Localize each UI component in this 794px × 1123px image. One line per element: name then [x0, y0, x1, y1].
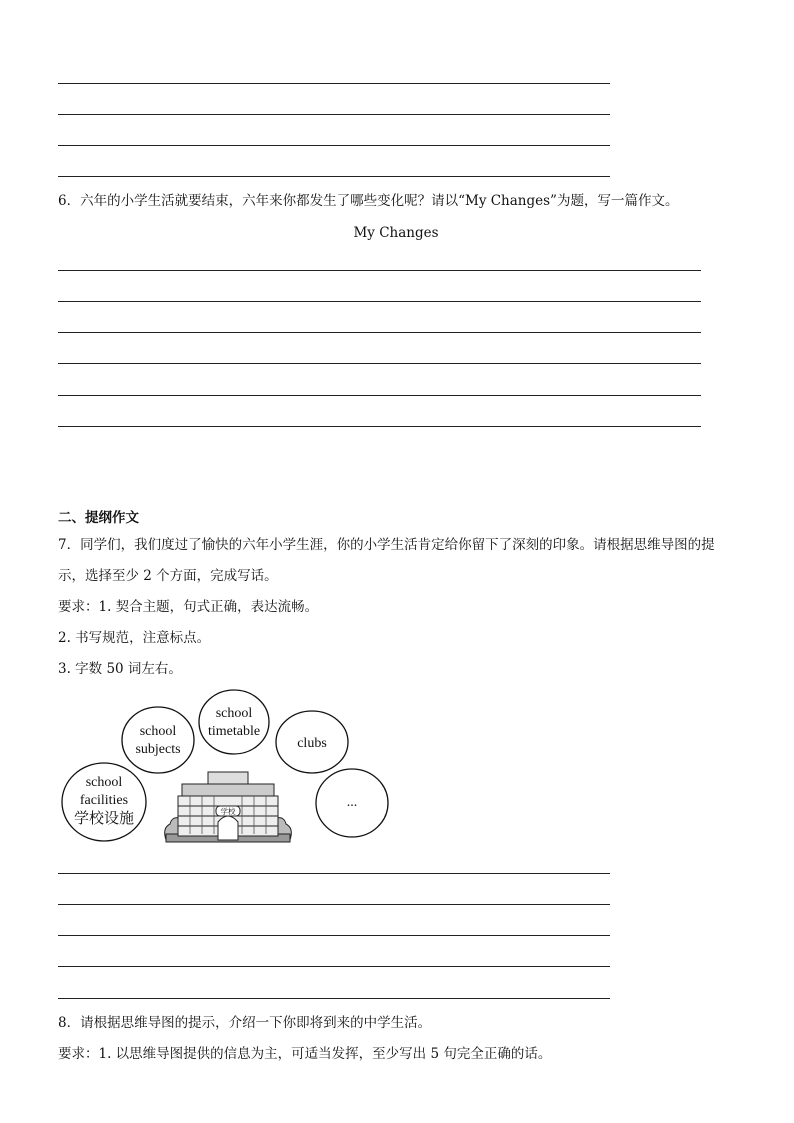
- bubble-facilities-line2: facilities: [79, 793, 129, 808]
- bubble-timetable-line1: school: [215, 706, 253, 721]
- answer-line: [58, 966, 610, 967]
- answer-line: [58, 873, 610, 874]
- answer-line: [58, 270, 701, 271]
- q8-requirement-1: 要求：1. 以思维导图提供的信息为主，可适当发挥，至少写出 5 句完全正确的话。: [58, 1046, 552, 1062]
- bubble-more-label: ...: [346, 795, 358, 810]
- answer-line: [58, 114, 610, 115]
- answer-line: [58, 332, 701, 333]
- bubble-facilities-line3: 学校设施: [73, 811, 135, 827]
- bubble-clubs: [276, 711, 348, 773]
- q6-prompt: 6．六年的小学生活就要结束，六年来你都发生了哪些变化呢？请以“My Changes”为题，写一篇作文。: [58, 193, 679, 209]
- q7-requirement-1: 要求：1. 契合主题，句式正确，表达流畅。: [58, 599, 319, 615]
- answer-line: [58, 145, 610, 146]
- answer-line: [58, 935, 610, 936]
- answer-line: [58, 904, 610, 905]
- answer-line: [58, 998, 610, 999]
- bubble-facilities-line1: school: [85, 775, 123, 790]
- answer-line: [58, 83, 610, 84]
- bubble-school-facilities: [62, 763, 146, 841]
- q7-prompt-line1: 7．同学们，我们度过了愉快的六年小学生涯，你的小学生活肯定给你留下了深刻的印象。请根据思维导图的提: [58, 537, 715, 553]
- bubble-timetable-line2: timetable: [207, 724, 261, 739]
- bubble-school-timetable: [199, 690, 269, 754]
- answer-line: [58, 426, 701, 427]
- mind-map-illustration: [58, 688, 398, 848]
- q7-requirement-2: 2. 书写规范，注意标点。: [58, 630, 211, 646]
- answer-line: [58, 176, 610, 177]
- section-heading: 二、提纲作文: [58, 510, 139, 526]
- building-sign: 学校: [220, 807, 236, 816]
- bubble-subjects-line1: school: [139, 724, 177, 739]
- bubble-more: [316, 769, 388, 837]
- answer-line: [58, 395, 701, 396]
- q7-requirement-3: 3. 字数 50 词左右。: [58, 661, 182, 677]
- q7-prompt-line2: 示，选择至少 2 个方面，完成写话。: [58, 568, 278, 584]
- q6-essay-title: My Changes: [353, 225, 439, 241]
- bubble-school-subjects: [122, 707, 194, 773]
- q8-prompt: 8．请根据思维导图的提示，介绍一下你即将到来的中学生活。: [58, 1015, 432, 1031]
- bubble-clubs-label: clubs: [297, 736, 327, 751]
- answer-line: [58, 363, 701, 364]
- bubble-subjects-line2: subjects: [135, 742, 181, 757]
- answer-line: [58, 301, 701, 302]
